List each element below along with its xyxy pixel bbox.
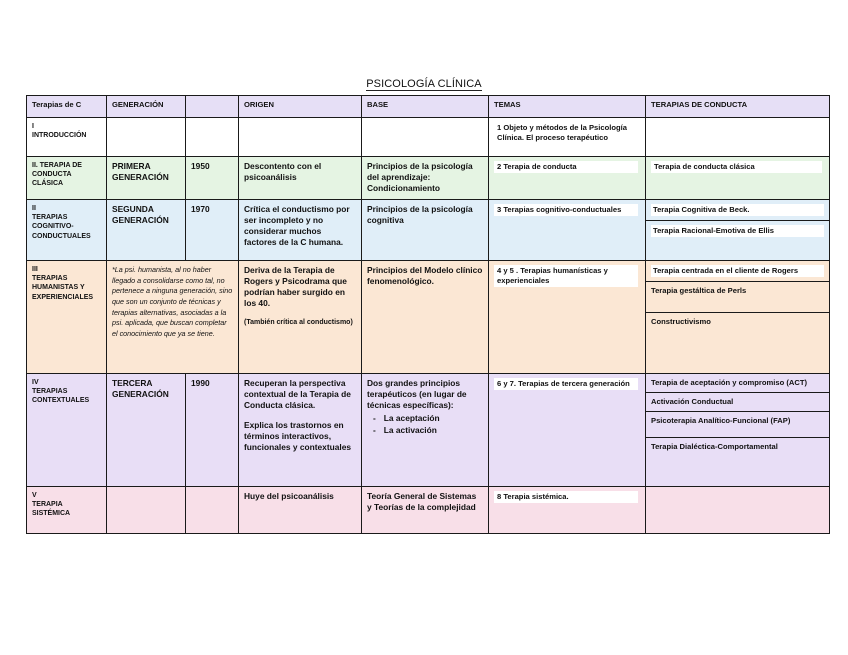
generacion-note: *La psi. humanista, al no haber llegado a consolidarse como tal, no pertenece a ninguna generación, sino que son un conjunto de técnicas y terapias alternativas, asociadas a la psi. aplicada, que buscan completar el conocimiento que ya se tiene. — [107, 261, 239, 374]
conducta-item: Terapia centrada en el cliente de Rogers — [646, 261, 829, 282]
terapia-name: TERAPIA SISTÉMICA — [32, 501, 71, 518]
table-row — [27, 261, 830, 374]
temas-cell — [489, 200, 646, 261]
origen-cell: Crítica el conductismo por ser incompleto y no considerar muchos factores de la C humana. — [239, 200, 362, 261]
conducta-item: Terapia Dialéctica-Comportamental — [651, 442, 778, 452]
base-cell — [362, 118, 489, 157]
conducta-cell — [646, 200, 830, 261]
terapia-name: TERAPIAS COGNITIVO-CONDUCTUALES — [32, 214, 91, 240]
header-cell: TERAPIAS DE CONDUCTA — [646, 96, 830, 118]
terapia-name: II. TERAPIA DE CONDUCTA CLÁSICA — [32, 162, 82, 188]
generacion-cell: PRIMERA GENERACIÓN — [107, 157, 186, 200]
year-cell — [186, 487, 239, 534]
generacion-cell — [107, 118, 186, 157]
temas-cell — [489, 261, 646, 374]
list-item: - La aceptación — [387, 413, 483, 424]
header-cell: TEMAS — [489, 96, 646, 118]
base-cell: Principios del Modelo clínico fenomenológico. — [362, 261, 489, 374]
conducta-cell — [646, 374, 830, 487]
terapia-name: TERAPIAS CONTEXTUALES — [32, 388, 90, 405]
conducta-cell — [646, 261, 830, 374]
terapia-cell — [27, 261, 107, 374]
terapia-number: IV — [32, 379, 39, 386]
base-text: Dos grandes principios terapéuticos (en lugar de técnicas específicas): — [367, 378, 467, 411]
temas-text: 6 y 7. Terapias de tercera generación — [494, 378, 638, 390]
origen-text-2: Explica los trastornos en términos interactivos, funcionales y contextuales — [244, 420, 352, 453]
conducta-item: Constructivismo — [651, 317, 711, 327]
terapia-cell — [27, 157, 107, 200]
temas-cell — [489, 374, 646, 487]
terapia-cell — [27, 118, 107, 157]
origen-cell — [239, 374, 362, 487]
conducta-cell — [646, 157, 830, 200]
year-cell: 1970 — [186, 200, 239, 261]
terapia-cell — [27, 487, 107, 534]
temas-text: 3 Terapias cognitivo-conductuales — [494, 204, 638, 216]
origen-cell — [239, 261, 362, 374]
base-list — [367, 413, 483, 436]
table-row — [27, 157, 830, 200]
terapia-cell — [27, 374, 107, 487]
base-cell: Principios de la psicología del aprendizaje: Condicionamiento — [362, 157, 489, 200]
temas-text: 8 Terapia sistémica. — [494, 491, 638, 503]
temas-cell — [489, 118, 646, 157]
origen-cell — [239, 118, 362, 157]
conducta-item: Psicoterapia Analítico-Funcional (FAP) — [646, 412, 829, 438]
generacion-cell: TERCERA GENERACIÓN — [107, 374, 186, 487]
header-cell: Terapias de C — [27, 96, 107, 118]
header-cell — [186, 96, 239, 118]
header-cell: BASE — [362, 96, 489, 118]
page-title: PSICOLOGÍA CLÍNICA — [366, 78, 482, 90]
conducta-item: Terapia Cognitiva de Beck. — [646, 200, 829, 221]
temas-cell — [489, 157, 646, 200]
conducta-item: Terapia gestáltica de Perls — [646, 282, 829, 313]
terapia-cell — [27, 200, 107, 261]
year-cell — [186, 118, 239, 157]
list-item: - La activación — [387, 425, 483, 436]
origen-note: (También crítica al conductismo) — [244, 319, 353, 327]
generacion-cell — [107, 487, 186, 534]
base-cell: Principios de la psicología cognitiva — [362, 200, 489, 261]
conducta-item: Terapia de aceptación y compromiso (ACT) — [646, 374, 829, 393]
base-cell — [362, 374, 489, 487]
conducta-item: Terapia Racional-Emotiva de Ellis — [646, 221, 829, 241]
header-cell: GENERACIÓN — [107, 96, 186, 118]
terapia-number: V — [32, 492, 37, 499]
conducta-cell — [646, 118, 830, 157]
origen-cell: Descontento con el psicoanálisis — [239, 157, 362, 200]
temas-text: 1 Objeto y métodos de la Psicología Clínica. El proceso terapéutico — [494, 122, 638, 144]
table-row — [27, 200, 830, 261]
generacion-cell: SEGUNDA GENERACIÓN — [107, 200, 186, 261]
origen-text: Recuperan la perspectiva contextual de la Terapia de Conducta clásica. — [244, 378, 351, 411]
conducta-item: Activación Conductual — [646, 393, 829, 412]
year-cell: 1990 — [186, 374, 239, 487]
terapia-number: I — [32, 123, 34, 130]
header-row — [27, 96, 830, 118]
base-cell: Teoría General de Sistemas y Teorías de la complejidad — [362, 487, 489, 534]
header-cell: ORIGEN — [239, 96, 362, 118]
terapia-number: III — [32, 266, 38, 273]
terapia-number: II — [32, 205, 36, 212]
table-row — [27, 374, 830, 487]
table-row — [27, 118, 830, 157]
conducta-item: Terapia de conducta clásica — [651, 161, 822, 173]
year-cell: 1950 — [186, 157, 239, 200]
clinical-psychology-table — [26, 95, 830, 534]
origen-text: Deriva de la Terapia de Rogers y Psicodrama que podrían haber surgido en los 40. — [244, 265, 347, 309]
temas-cell — [489, 487, 646, 534]
terapia-name: TERAPIAS HUMANISTAS Y EXPERIENCIALES — [32, 275, 94, 301]
origen-cell: Huye del psicoanálisis — [239, 487, 362, 534]
table-row — [27, 487, 830, 534]
terapia-name: INTRODUCCIÓN — [32, 132, 87, 140]
temas-text: 2 Terapia de conducta — [494, 161, 638, 173]
temas-text: 4 y 5 . Terapias humanísticas y experienciales — [494, 265, 638, 287]
conducta-cell — [646, 487, 830, 534]
